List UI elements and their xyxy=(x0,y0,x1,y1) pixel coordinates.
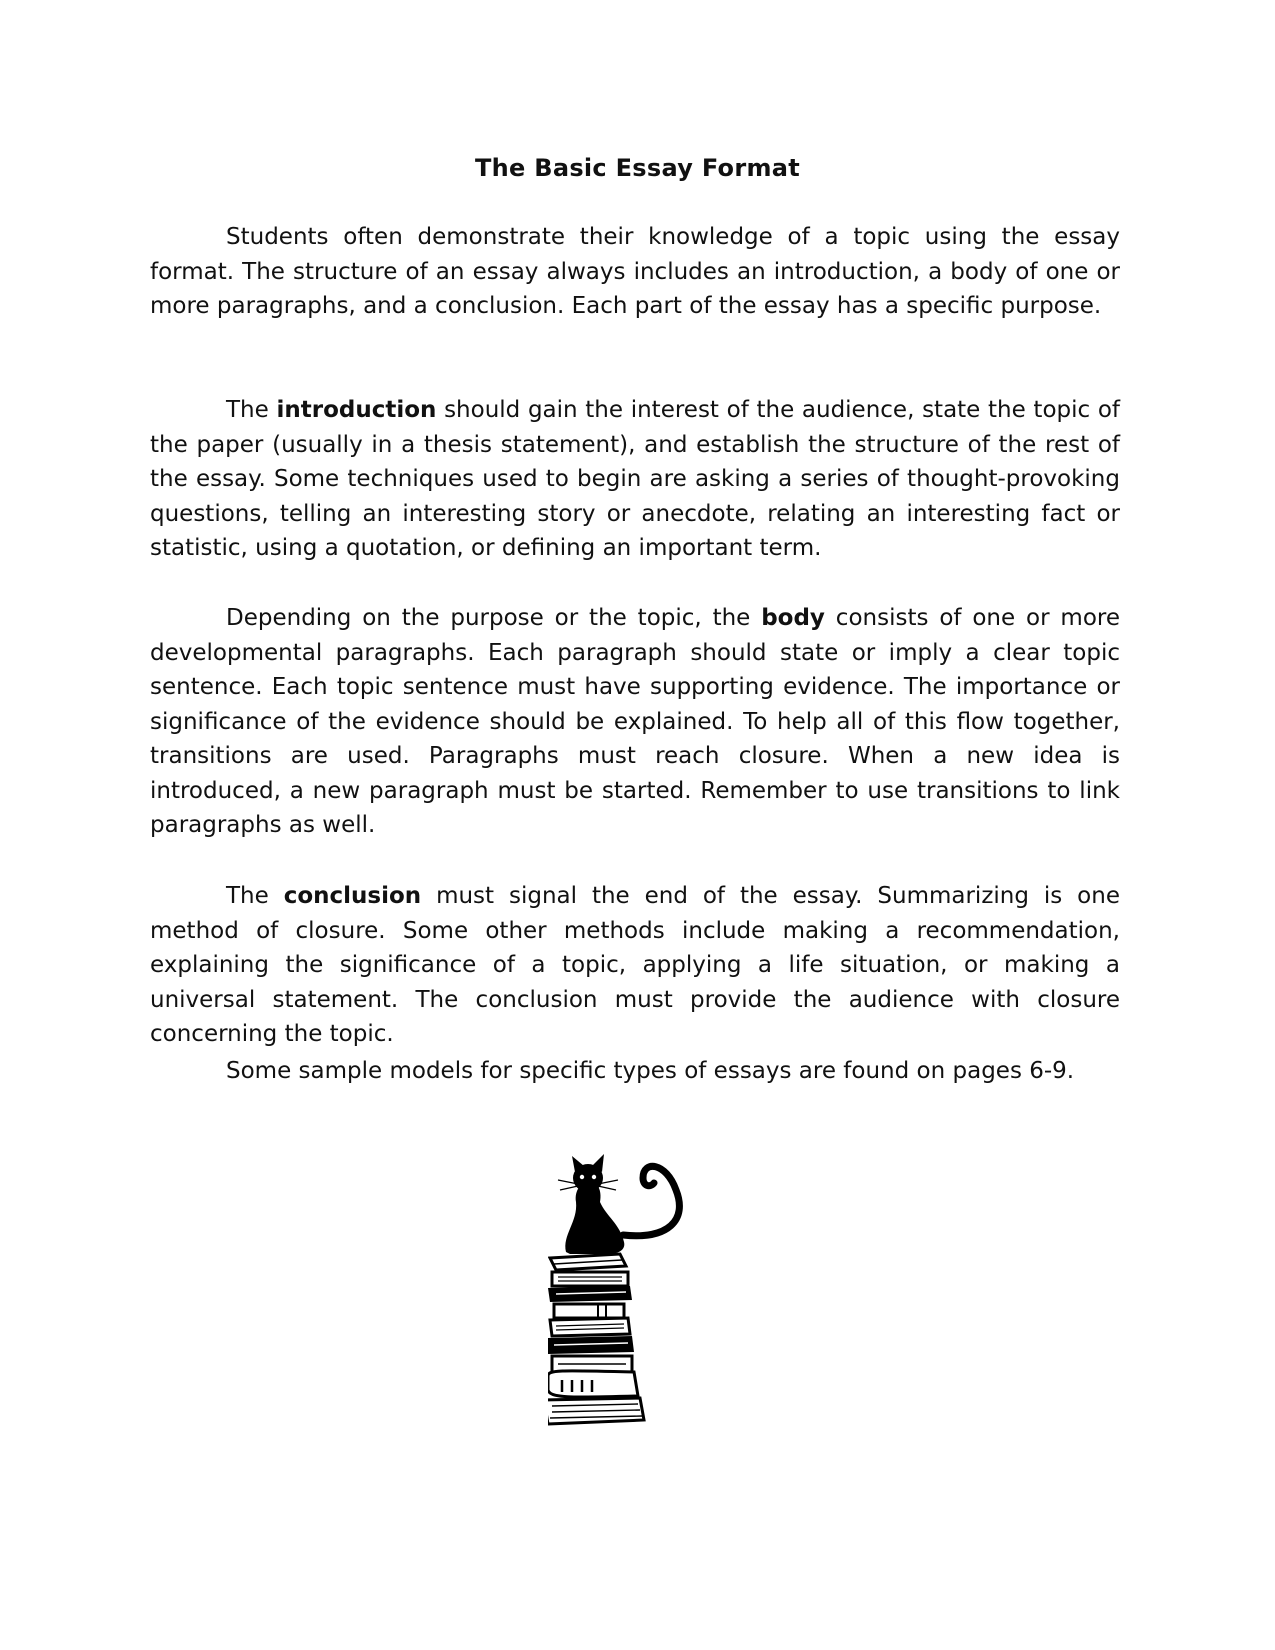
paragraph-introduction xyxy=(150,393,1120,566)
paragraph-text-rest: should gain the interest of the audience, state the topic of the paper (usually in a thesis statement), and establish the structure of the rest of the essay. Some techniques used to begin are asking a series of thought-provoking questions, telling an interesting story or anecdote, relating an interesting fact or statistic, using a quotation, or defining an important term. xyxy=(150,397,1121,561)
bold-term-introduction: introduction xyxy=(276,397,437,423)
paragraph-body xyxy=(150,601,1120,843)
paragraph-text-start: The xyxy=(226,397,277,423)
paragraph-text-start: Depending on the purpose or the topic, the xyxy=(226,605,762,631)
bold-term-body: body xyxy=(761,605,825,631)
paragraph-conclusion xyxy=(150,879,1120,1052)
cat-on-books-icon xyxy=(548,1150,728,1450)
paragraph-text-start: The xyxy=(226,883,284,909)
paragraph-text-rest: consists of one or more developmental paragraphs. Each paragraph should state or imply a clear topic sentence. Each topic sentence must have supporting evidence. The importance or significance of the evidence should be explained. To help all of this flow together, transitions are used. Paragraphs must reach closure. When a new idea is introduced, a new paragraph must be started. Remember to use transitions to link paragraphs as well. xyxy=(150,605,1121,838)
paragraph-text: Students often demonstrate their knowledge of a topic using the essay format. The structure of an essay always includes an introduction, a body of one or more paragraphs, and a conclusion. Each part of the essay has a specific purpose. xyxy=(150,224,1120,319)
bold-term-conclusion: conclusion xyxy=(283,883,422,909)
paragraph-sample-models xyxy=(150,1054,1120,1089)
paragraph-intro-purpose xyxy=(150,220,1120,324)
paragraph-text: Some sample models for specific types of essays are found on pages 6-9. xyxy=(226,1058,1075,1084)
paragraph-text-rest: must signal the end of the essay. Summarizing is one method of closure. Some other methods include making a recommendation, explaining the significance of a topic, applying a life situation, or making a universal statement. The conclusion must provide the audience with closure concerning the topic. xyxy=(150,883,1120,1047)
page-title: The Basic Essay Format xyxy=(474,154,801,182)
